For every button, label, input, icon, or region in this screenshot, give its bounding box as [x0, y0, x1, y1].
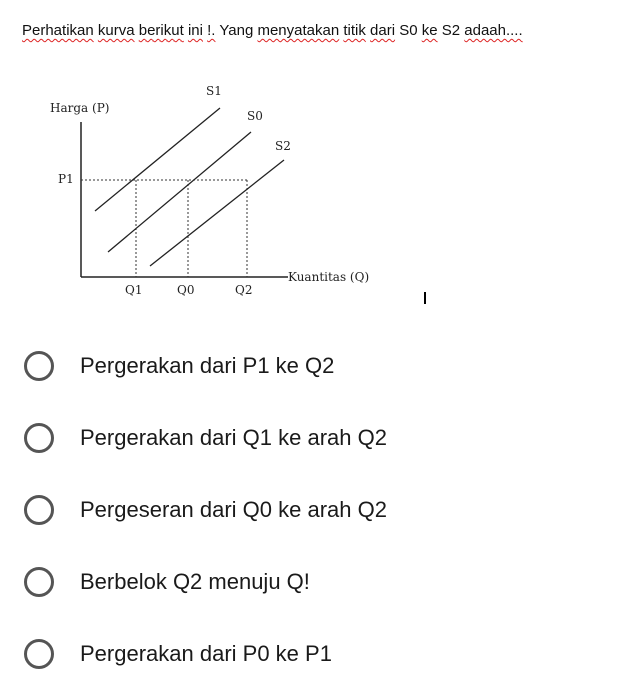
question-word: titik: [343, 22, 366, 39]
radio-button[interactable]: [24, 495, 54, 525]
q1-label: Q1: [125, 283, 143, 297]
answer-option-2[interactable]: [20, 402, 600, 474]
question-word: !.: [207, 22, 216, 39]
question-word: dari: [370, 22, 396, 39]
answer-option-4[interactable]: [20, 546, 600, 618]
curve-s1: [95, 108, 220, 211]
option-label: Pergerakan dari P1 ke Q2: [80, 353, 335, 378]
answer-option-5[interactable]: [20, 618, 600, 690]
y-axis-label: Harga (P): [50, 101, 110, 115]
question-text: [22, 22, 612, 40]
price-label: P1: [58, 172, 74, 186]
option-label: Pergerakan dari P0 ke P1: [80, 641, 332, 666]
radio-button[interactable]: [24, 351, 54, 381]
question-word: adaah....: [464, 22, 523, 39]
supply-curve-graph: [40, 70, 400, 310]
option-label: Pergerakan dari Q1 ke arah Q2: [80, 425, 387, 450]
question-word: berikut: [138, 22, 184, 39]
question-word: kurva: [97, 22, 135, 39]
curve-s2: [150, 160, 284, 266]
curve-s0: [108, 132, 251, 252]
radio-button[interactable]: [24, 639, 54, 669]
question-word: Perhatikan: [22, 22, 94, 39]
radio-button[interactable]: [24, 423, 54, 453]
radio-button[interactable]: [24, 567, 54, 597]
question-word: menyatakan: [257, 22, 340, 39]
question-word: ke: [421, 22, 438, 39]
curve-label-s1: S1: [206, 84, 222, 98]
option-label: Berbelok Q2 menuju Q!: [80, 569, 310, 594]
curve-label-s0: S0: [247, 109, 263, 123]
curve-label-s2: S2: [275, 139, 291, 153]
q0-label: Q0: [177, 283, 195, 297]
answer-options: [20, 330, 600, 690]
text-cursor: [424, 292, 426, 304]
question-text-segment: S2: [437, 22, 465, 39]
q2-label: Q2: [235, 283, 253, 297]
answer-option-1[interactable]: [20, 330, 600, 402]
question-word: ini: [187, 22, 203, 39]
question-text-segment: S0: [395, 22, 422, 39]
option-label: Pergeseran dari Q0 ke arah Q2: [80, 497, 387, 522]
answer-option-3[interactable]: [20, 474, 600, 546]
x-axis-label: Kuantitas (Q): [288, 270, 370, 284]
question-text-segment: Yang: [215, 22, 258, 39]
